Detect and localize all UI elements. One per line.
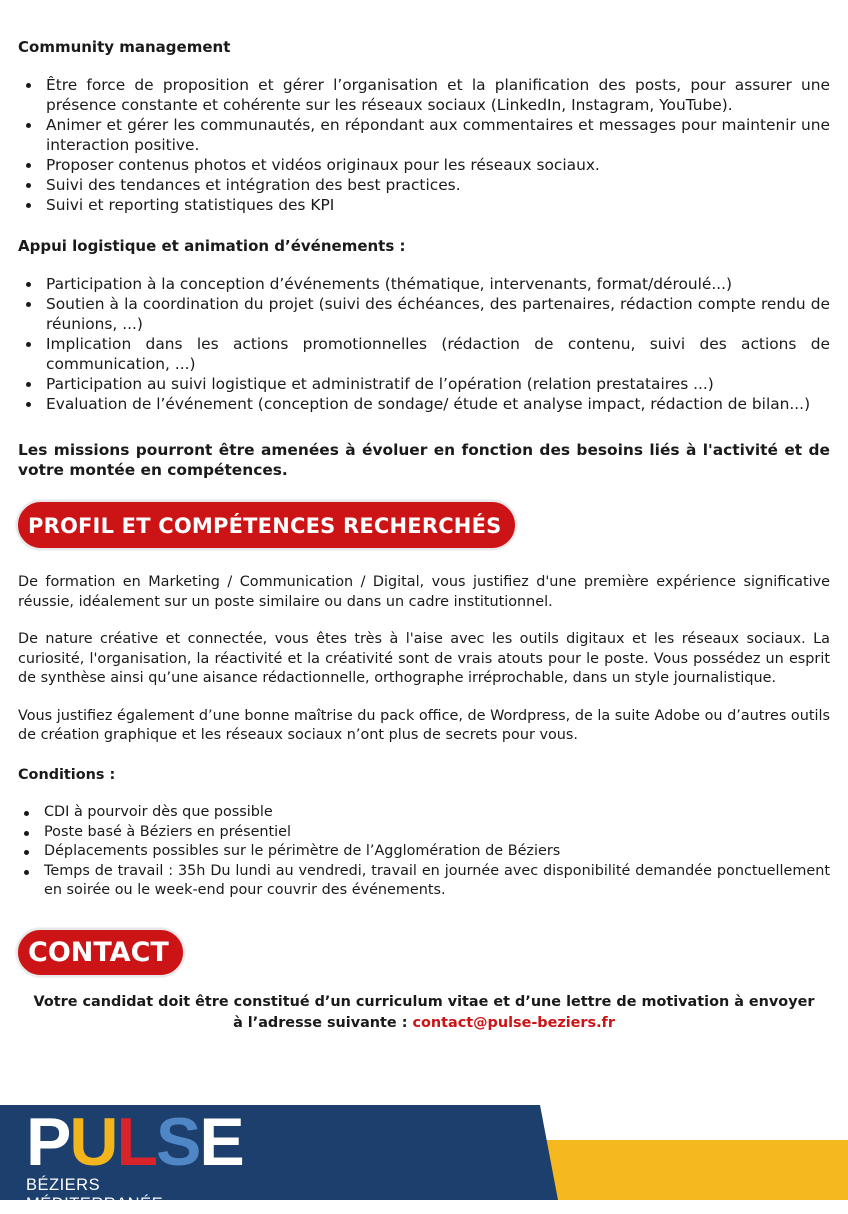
contact-email-link[interactable]: contact@pulse-beziers.fr (412, 1015, 615, 1031)
list-item: CDI à pourvoir dès que possible (44, 803, 830, 823)
profile-paragraph: De nature créative et connectée, vous êtes très à l'aise avec les outils digitaux et les réseaux sociaux. La curiosité, l'organisation, la réactivité et la créativité sont de vrais atouts pour le poste. Vous possédez un esprit de synthèse ainsi qu’une aisance rédactionnelle, orthographe irréprochable, dans un style journalistique. (18, 631, 830, 686)
profile-banner-label: PROFIL ET COMPÉTENCES RECHERCHÉS (16, 500, 517, 550)
logistics-heading: Appui logistique et animation d’événements : (18, 237, 406, 255)
list-item: Temps de travail : 35h Du lundi au vendredi, travail en journée avec disponibilité demandée ponctuellement en soirée ou le week-end pour couvrir des événements. (44, 862, 830, 901)
contact-banner-label: CONTACT (16, 928, 185, 977)
list-item: Participation à la conception d’événements (thématique, intervenants, format/déroulé...) (46, 274, 830, 294)
list-item: Poste basé à Béziers en présentiel (44, 823, 830, 843)
list-item: Animer et gérer les communautés, en répondant aux commentaires et messages pour maintenir une interaction positive. (46, 116, 830, 154)
logistics-list (18, 274, 830, 414)
logo-wordmark: PULSE (26, 1104, 243, 1180)
list-item: Participation au suivi logistique et administratif de l’opération (relation prestataires ...) (46, 374, 830, 394)
profile-banner (16, 500, 517, 550)
list-item: Déplacements possibles sur le périmètre de l’Agglomération de Béziers (44, 842, 830, 862)
community-section (18, 37, 830, 215)
profile-paragraph: De formation en Marketing / Communication / Digital, vous justifiez d'une première expérience significative réussie, idéalement sur un poste similaire ou dans un cadre institutionnel. (18, 574, 830, 610)
pulse-logo (26, 1104, 243, 1214)
conditions-list (18, 803, 830, 901)
list-item: Être force de proposition et gérer l’organisation et la planification des posts, pour assurer une présence constante et cohérente sur les réseaux sociaux (LinkedIn, Instagram, YouTube). (46, 76, 830, 114)
logo-subtitle: BÉZIERS MÉDITERRANÉE (26, 1176, 164, 1213)
list-item: Suivi et reporting statistiques des KPI (46, 195, 830, 215)
community-heading: Community management (18, 38, 231, 56)
conditions-heading: Conditions : (18, 767, 116, 783)
contact-banner (16, 928, 185, 977)
contact-instructions (28, 992, 820, 1034)
list-item: Suivi des tendances et intégration des best practices. (46, 175, 830, 195)
profile-paragraph: Vous justifiez également d’une bonne maîtrise du pack office, de Wordpress, de la suite Adobe ou d’autres outils de création graphique et les réseaux sociaux n’ont plus de secrets pour vous. (18, 707, 830, 743)
conditions-section (18, 765, 830, 901)
missions-note: Les missions pourront être amenées à évoluer en fonction des besoins liés à l'activité et de votre montée en compétences. (18, 441, 830, 479)
list-item: Evaluation de l’événement (conception de sondage/ étude et analyse impact, rédaction de bilan...) (46, 394, 830, 414)
contact-text: Votre candidat doit être constitué d’un curriculum vitae et d’une lettre de motivation à envoyer à l’adresse suivante : (33, 994, 815, 1031)
profile-section (18, 573, 830, 746)
list-item: Proposer contenus photos et vidéos originaux pour les réseaux sociaux. (46, 155, 830, 175)
community-list (18, 75, 830, 215)
list-item: Implication dans les actions promotionnelles (rédaction de contenu, suivi des actions de communication, ...) (46, 335, 830, 373)
logistics-section (18, 236, 830, 414)
list-item: Soutien à la coordination du projet (suivi des échéances, des partenaires, rédaction compte rendu de réunions, ...) (46, 295, 830, 333)
